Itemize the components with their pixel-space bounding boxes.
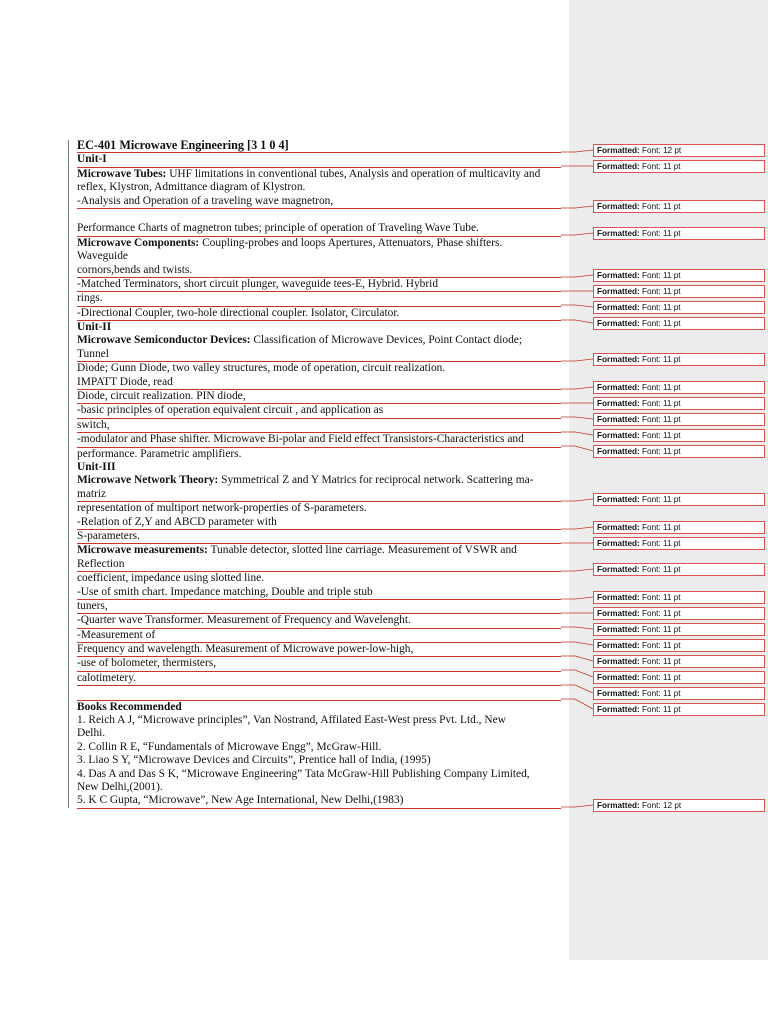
document-line <box>77 643 561 657</box>
line-text: switch, <box>77 418 110 431</box>
document-line <box>77 672 561 686</box>
document-line <box>77 461 561 474</box>
formatting-comment-balloon[interactable] <box>593 521 765 534</box>
bold-heading-text: Microwave Semiconductor Devices: <box>77 334 251 347</box>
line-text: -modulator and Phase shifter. Microwave Bi-polar and Field effect Transistors-Characteristics and <box>77 433 524 446</box>
line-text: New Delhi,(2001). <box>77 780 163 793</box>
comment-label: Formatted: <box>597 705 640 714</box>
comment-text: Font: 11 pt <box>639 271 681 280</box>
document-line <box>77 419 561 433</box>
comment-label: Formatted: <box>597 271 640 280</box>
document-line <box>77 222 561 236</box>
formatting-comment-balloon[interactable] <box>593 703 765 716</box>
formatting-comment-balloon[interactable] <box>593 445 765 458</box>
comment-label: Formatted: <box>597 689 640 698</box>
document-line <box>77 544 561 557</box>
line-text: Diode, circuit realization. PIN diode, <box>77 390 246 403</box>
line-text: 4. Das A and Das S K, “Microwave Engineering” Tata McGraw-Hill Publishing Company Limited, <box>77 767 530 780</box>
comment-text: Font: 11 pt <box>639 705 681 714</box>
document-line <box>77 530 561 544</box>
document-line <box>77 781 561 794</box>
comment-text: Font: 11 pt <box>639 431 681 440</box>
comment-label: Formatted: <box>597 383 640 392</box>
formatting-comment-balloon[interactable] <box>593 269 765 282</box>
document-line <box>77 307 561 321</box>
line-text: cornors,bends and twists. <box>77 263 193 276</box>
comment-text: Font: 11 pt <box>639 565 681 574</box>
document-line <box>77 181 561 194</box>
document-line <box>77 516 561 530</box>
comment-label: Formatted: <box>597 609 640 618</box>
comment-text: Font: 11 pt <box>639 689 681 698</box>
line-text: 1. Reich A J, “Microwave principles”, Van Nostrand, Affilated East-West press Pvt. Ltd., New <box>77 714 506 727</box>
line-text: Frequency and wavelength. Measurement of Microwave power-low-high, <box>77 643 414 656</box>
formatting-comment-balloon[interactable] <box>593 607 765 620</box>
comment-text: Font: 11 pt <box>639 523 681 532</box>
document-line <box>77 754 561 767</box>
comment-label: Formatted: <box>597 162 640 171</box>
formatting-comment-balloon[interactable] <box>593 687 765 700</box>
comment-text: Font: 11 pt <box>639 641 681 650</box>
formatting-comment-balloon[interactable] <box>593 493 765 506</box>
comment-label: Formatted: <box>597 593 640 602</box>
line-text: -Relation of Z,Y and ABCD parameter with <box>77 515 277 528</box>
formatting-comment-balloon[interactable] <box>593 285 765 298</box>
line-text: reflex, Klystron, Admittance diagram of Klystron. <box>77 181 306 194</box>
comment-text: Font: 11 pt <box>639 495 681 504</box>
document-line <box>77 278 561 292</box>
line-text: representation of multiport network-properties of S-parameters. <box>77 502 367 515</box>
formatting-comment-balloon[interactable] <box>593 413 765 426</box>
bold-heading-text: EC-401 Microwave Engineering [3 1 0 4] <box>77 138 289 152</box>
formatting-comment-balloon[interactable] <box>593 623 765 636</box>
document-line <box>77 433 561 447</box>
line-text: -Measurement of <box>77 628 156 641</box>
comment-label: Formatted: <box>597 539 640 548</box>
comment-text: Font: 11 pt <box>639 657 681 666</box>
document-line <box>77 657 561 671</box>
comment-text: Font: 11 pt <box>639 383 681 392</box>
formatting-comment-balloon[interactable] <box>593 655 765 668</box>
document-line <box>77 727 561 740</box>
document-line <box>77 768 561 781</box>
line-text: Classification of Microwave Devices, Point Contact diode; <box>250 334 522 347</box>
document-line <box>77 348 561 362</box>
bold-heading-text: Unit-II <box>77 321 112 334</box>
comment-text: Font: 11 pt <box>639 609 681 618</box>
comment-text: Font: 11 pt <box>639 355 681 364</box>
bold-heading-text: Microwave Tubes: <box>77 167 167 180</box>
document-line <box>77 629 561 643</box>
line-text: -Matched Terminators, short circuit plunger, waveguide tees-E, Hybrid. Hybrid <box>77 277 439 290</box>
formatting-comment-balloon[interactable] <box>593 381 765 394</box>
line-text: S-parameters. <box>77 529 140 542</box>
comment-label: Formatted: <box>597 202 640 211</box>
document-line <box>77 153 561 167</box>
comment-text: Font: 11 pt <box>639 415 681 424</box>
document-line <box>77 614 561 628</box>
comment-label: Formatted: <box>597 495 640 504</box>
document-line <box>77 334 561 347</box>
comment-text: Font: 11 pt <box>639 593 681 602</box>
comment-label: Formatted: <box>597 146 640 155</box>
comment-text: Font: 11 pt <box>639 539 681 548</box>
document-line <box>77 168 561 181</box>
document-line <box>77 701 561 714</box>
comment-text: Font: 11 pt <box>639 202 681 211</box>
line-text: Waveguide <box>77 250 128 263</box>
formatting-comment-balloon[interactable] <box>593 671 765 684</box>
comment-text: Font: 11 pt <box>639 399 681 408</box>
formatting-comment-balloon[interactable] <box>593 200 765 213</box>
bold-heading-text: Unit-III <box>77 460 116 473</box>
comment-label: Formatted: <box>597 287 640 296</box>
document-line <box>77 794 561 808</box>
formatting-comment-balloon[interactable] <box>593 144 765 157</box>
document-line <box>77 558 561 572</box>
line-text: IMPATT Diode, read <box>77 375 173 388</box>
line-text: tuners, <box>77 599 108 612</box>
line-text: rings. <box>77 292 103 305</box>
comment-label: Formatted: <box>597 319 640 328</box>
document-line <box>77 741 561 754</box>
line-text: 3. Liao S Y, “Microwave Devices and Circuits”, Prentice hall of India, (1995) <box>77 754 431 767</box>
document-line <box>77 264 561 278</box>
line-text: Symmetrical Z and Y Matrics for reciprocal network. Scattering ma- <box>218 474 534 487</box>
comment-text: Font: 12 pt <box>639 801 682 810</box>
document-body[interactable] <box>77 139 561 809</box>
document-line <box>77 586 561 600</box>
line-text: performance. Parametric amplifiers. <box>77 447 242 460</box>
bold-heading-text: Microwave Components: <box>77 236 200 249</box>
line-text: Reflection <box>77 557 125 570</box>
line-text: UHF limitations in conventional tubes, Analysis and operation of multicavity and <box>166 167 541 180</box>
document-line <box>77 448 561 461</box>
document-line <box>77 362 561 375</box>
comment-label: Formatted: <box>597 447 640 456</box>
change-bar <box>68 140 69 808</box>
comment-label: Formatted: <box>597 673 640 682</box>
document-line <box>77 572 561 585</box>
comment-label: Formatted: <box>597 431 640 440</box>
comment-text: Font: 11 pt <box>639 447 681 456</box>
line-text: calotimetery. <box>77 671 137 684</box>
line-text: Coupling-probes and loops Apertures, Attenuators, Phase shifters. <box>199 236 503 249</box>
document-line <box>77 686 561 700</box>
comment-label: Formatted: <box>597 657 640 666</box>
line-text: 5. K C Gupta, “Microwave”, New Age International, New Delhi,(1983) <box>77 794 404 807</box>
formatting-comment-balloon[interactable] <box>593 429 765 442</box>
line-text: -Use of smith chart. Impedance matching, Double and triple stub <box>77 585 373 598</box>
line-text: Tunnel <box>77 347 109 360</box>
comment-text: Font: 12 pt <box>639 146 682 155</box>
document-line <box>77 209 561 222</box>
document-line <box>77 488 561 502</box>
document-line <box>77 321 561 334</box>
document-line <box>77 292 561 306</box>
bold-heading-text: Microwave measurements: <box>77 544 208 557</box>
line-text: coefficient, impedance using slotted line. <box>77 572 265 585</box>
line-text: -basic principles of operation equivalent circuit , and application as <box>77 404 384 417</box>
comment-label: Formatted: <box>597 415 640 424</box>
line-text: Tunable detector, slotted line carriage. Measurement of VSWR and <box>207 544 517 557</box>
comment-label: Formatted: <box>597 229 640 238</box>
document-line <box>77 502 561 515</box>
formatting-comment-balloon[interactable] <box>593 397 765 410</box>
formatting-comment-balloon[interactable] <box>593 799 765 812</box>
document-line <box>77 714 561 727</box>
document-line <box>77 474 561 487</box>
comment-text: Font: 11 pt <box>639 162 681 171</box>
line-text: 2. Collin R E, “Fundamentals of Microwave Engg”, McGraw-Hill. <box>77 740 382 753</box>
comment-text: Font: 11 pt <box>639 229 681 238</box>
comment-text: Font: 11 pt <box>639 625 681 634</box>
document-line <box>77 600 561 614</box>
document-line <box>77 390 561 404</box>
document-line <box>77 250 561 263</box>
formatting-comment-balloon[interactable] <box>593 563 765 576</box>
bold-heading-text: Microwave Network Theory: <box>77 474 219 487</box>
comment-label: Formatted: <box>597 399 640 408</box>
formatting-comment-balloon[interactable] <box>593 591 765 604</box>
formatting-comment-balloon[interactable] <box>593 537 765 550</box>
line-text: Diode; Gunn Diode, two valley structures, mode of operation, circuit realization. <box>77 362 446 375</box>
document-line <box>77 404 561 418</box>
comment-text: Font: 11 pt <box>639 287 681 296</box>
line-text: -Analysis and Operation of a traveling wave magnetron, <box>77 194 334 207</box>
line-text: -Quarter wave Transformer. Measurement of Frequency and Wavelenght. <box>77 614 411 627</box>
line-text: -use of bolometer, thermisters, <box>77 657 217 670</box>
comment-label: Formatted: <box>597 565 640 574</box>
formatting-comment-balloon[interactable] <box>593 227 765 240</box>
document-line <box>77 237 561 250</box>
comment-text: Font: 11 pt <box>639 303 681 312</box>
comment-label: Formatted: <box>597 303 640 312</box>
formatting-comment-balloon[interactable] <box>593 639 765 652</box>
comment-text: Font: 11 pt <box>639 319 681 328</box>
formatting-comment-balloon[interactable] <box>593 160 765 173</box>
line-text: Delhi. <box>77 727 106 740</box>
comment-label: Formatted: <box>597 523 640 532</box>
comment-label: Formatted: <box>597 355 640 364</box>
formatting-comment-balloon[interactable] <box>593 317 765 330</box>
document-line <box>77 139 561 153</box>
line-text: matriz <box>77 487 107 500</box>
document-line <box>77 195 561 209</box>
comment-label: Formatted: <box>597 801 640 810</box>
line-text: -Directional Coupler, two-hole directional coupler. Isolator, Circulator. <box>77 306 400 319</box>
bold-heading-text: Books Recommended <box>77 700 182 713</box>
document-line <box>77 376 561 390</box>
comment-label: Formatted: <box>597 641 640 650</box>
formatting-comment-balloon[interactable] <box>593 301 765 314</box>
formatting-comment-balloon[interactable] <box>593 353 765 366</box>
bold-heading-text: Unit-I <box>77 153 107 166</box>
comment-text: Font: 11 pt <box>639 673 681 682</box>
comment-label: Formatted: <box>597 625 640 634</box>
line-text: Performance Charts of magnetron tubes; principle of operation of Traveling Wave Tube. <box>77 222 479 235</box>
